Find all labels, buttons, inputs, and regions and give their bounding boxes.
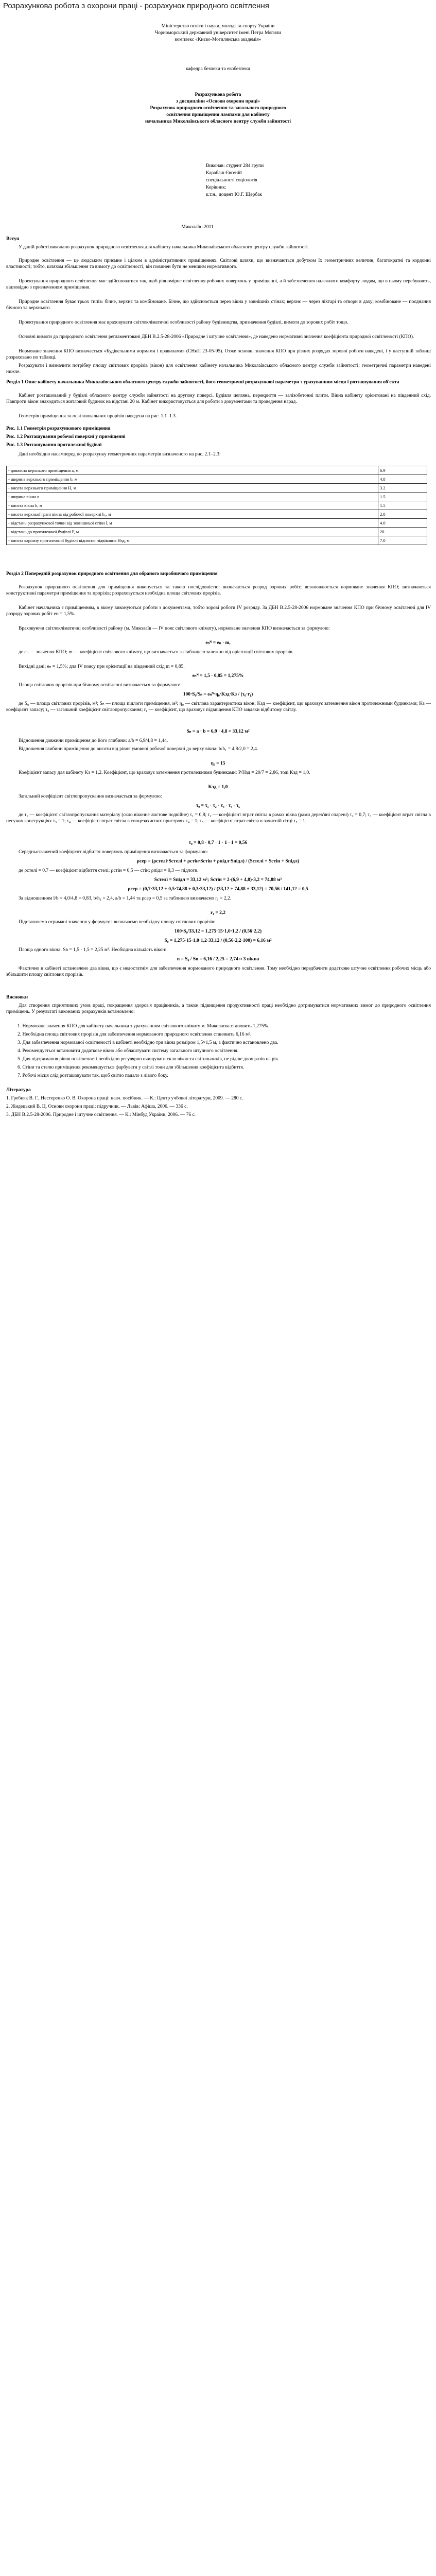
formula-9: ρсер = (ρстелі·Sстелі + ρстін·Sстін + ρпідл·Sпідл) / (Sстелі + Sстін + Sпідл) bbox=[136, 859, 300, 864]
page-title: Розрахункова робота з охорони праці - розрахунок природного освітлення bbox=[3, 2, 269, 10]
intro-heading: Вступ bbox=[6, 236, 20, 242]
part-2-paragraph-5: Вихідні дані: eₙ = 1,5%; для IV поясу при орієнтації на південний схід m = 0,85. bbox=[19, 664, 185, 669]
intro-paragraph-7: Нормоване значення КПО визначається «Будівельними нормами і правилами» (СНиП 23-05-95). Отже основні значення КПО при різних розрядах зорової роботи наведені, і у наступній таблиці розраховано по таблиці. bbox=[6, 349, 431, 360]
part-2-paragraph-6: Площа світлових прорізів при бічному освітленні визначається за формулою: bbox=[19, 683, 180, 688]
table-cell-label: - висота карнизу протилежної будівлі відносно підвіконня Hзд, м bbox=[7, 536, 378, 545]
conclusion-item: 2. Необхідна площа світлових прорізів для забезпечення нормованого природного освітлення становить 6,16 м². bbox=[18, 1032, 252, 1037]
formula-7: τ₀ = τ₁ · τ₂ · τ₃ · τ₄ · τ₅ bbox=[196, 803, 240, 808]
part-2-paragraph-16: Підставляємо отримані значення у формулу і визначаємо необхідну площу світлових прорізів: bbox=[19, 920, 216, 925]
part-2-paragraph-1: Розрахунок природного освітлення для приміщення виконується за такою послідовністю: визначається розряд зорових робіт; встановлюється нормоване значення КПО; визначаються конструктивні параметри приміщення та прорізів; розраховується необхідна площа світлових прорізів. bbox=[6, 585, 431, 596]
formula-1: eₙᴺ = eₙ · m, bbox=[205, 640, 231, 646]
literature-item: 1. Гребняк В. Г., Нестеренко О. В. Охорона праці: навч. посібник. — К.: Центр учбової літератури, 2009. — 280 с. bbox=[6, 1096, 243, 1101]
part-2-paragraph-3: Враховуючи світлокліматичні особливості району (м. Миколаїв — IV пояс світлового клімату), нормоване значення КПО визначається за формулою: bbox=[19, 626, 330, 631]
department-text: кафедра безпеки та екобезпеки bbox=[185, 66, 251, 72]
table-row bbox=[7, 466, 427, 475]
topic-line-3: начальника Миколаївського обласного центру служби зайнятості bbox=[145, 119, 291, 124]
table-cell-value: 7.0 bbox=[378, 536, 427, 545]
part-2-paragraph-12: де τ₁ — коефіцієнт світлопропускання матеріалу (скло віконне листове подвійне) τ₁ = 0,8; τ₂ — коефіцієнт втрат світла в рамах вікна (рами дерев'яні спарені) τ₂ = 0,7; τ₃ — коефіцієнт втрат світла в несучих конструкціях τ₃ = 1; τ₄ — коефіцієнт втрат світла в сонцезахисних пристроях τ₄ = 1; τ₅ — коефіцієнт втрат світла в захисній сітці τ₅ = 1. bbox=[6, 812, 431, 824]
author-line-2: Карабаш Євгеній bbox=[206, 171, 242, 176]
table-intro: Дані необхідно насамперед по розрахунку геометричних параметрів визначеного на рис. 2.1–2.3: bbox=[19, 452, 221, 457]
section-1-paragraph-2: Геометрія приміщення та освітлювальних прорізів наведена на рис. 1.1–1.3. bbox=[19, 414, 177, 419]
literature-item: 3. ДБН В.2.5-28-2006. Природне і штучне освітлення. — К.: Мінбуд України, 2006. — 76 с. bbox=[6, 1112, 196, 1117]
author-line-4: Керівник: bbox=[206, 185, 226, 190]
topic-line-2: освітлення приміщення лампами для кабінету bbox=[166, 112, 270, 117]
table-row bbox=[7, 501, 427, 510]
formula-10: Sстелі = Sпідл = 33,12 м²; Sстін = 2·(6,9 + 4,8)·3,2 = 74,88 м² bbox=[154, 877, 282, 883]
literature-heading: Література bbox=[6, 1088, 31, 1093]
table-row bbox=[7, 484, 427, 493]
table-cell-value: 2.0 bbox=[378, 510, 427, 519]
discipline-text: з дисципліни «Основи охорони праці» bbox=[176, 99, 260, 104]
figure-3-caption: Рис. 1.3 Розташування протилежної будівлі bbox=[6, 443, 102, 448]
table-cell-value: 4.0 bbox=[378, 519, 427, 528]
figure-2-caption: Рис. 1.2 Розташування робочої поверхні у приміщенні bbox=[6, 434, 126, 439]
part-2-paragraph-18: Фактично в кабінеті встановлено два вікна, що є недостатнім для забезпечення нормованого природного освітлення. Тому необхідно передбачити додаткове штучне освітлення робочих місць або збільшити площу світлових прорізів. bbox=[6, 966, 431, 977]
college-text: комплекс «Києво-Могилянська академія» bbox=[175, 37, 261, 42]
conclusions-paragraph: Для створення сприятливих умов праці, покращення здоров'я працівників, а також підвищення продуктивності праці необхідно дотримуватися нормативних вимог до природного освітлення приміщень. У результаті виконаних розрахунків встановлено: bbox=[6, 1003, 431, 1014]
table-cell-label: - висота вікна h, м bbox=[7, 501, 378, 510]
author-line-5: к.т.н., доцент Ю.Г. Щербак bbox=[206, 192, 263, 197]
topic-line-1: Розрахунок природного освітлення та загального природного bbox=[150, 106, 286, 111]
part-2-paragraph-9: Відношення глибини приміщення до висоти від рівня умовної робочої поверхні до верху вікна: b/h₁ = 4,8/2,0 = 2,4. bbox=[19, 747, 258, 752]
part-2-paragraph-8: Відношення довжини приміщення до його глибини: a/b = 6,9/4,8 = 1,44. bbox=[19, 738, 168, 743]
part-2-paragraph-7: де S₀ — площа світлових прорізів, м²; Sₙ — площа підлоги приміщення, м²; η₀ — світлова характеристика вікон; Kзд — коефіцієнт, що враховує затемнення вікон протилежними будинками; Kз — коефіцієнт запасу; τ₀ — загальний коефіцієнт світлопропускання; r₁ — коефіцієнт, що враховує підвищення КПО завдяки відбитому світлу. bbox=[6, 701, 431, 713]
table-row bbox=[7, 510, 427, 519]
table-cell-label: - відстань розрахункової точки від зовнішньої стіни l, м bbox=[7, 519, 378, 528]
intro-paragraph-5: Проектування природного освітлення має враховувати світлокліматичні особливості району будівництва, призначення будівлі, вимоги до зорових робіт тощо. bbox=[19, 320, 348, 325]
table-cell-label: - довжина верхнього приміщення a, м bbox=[7, 466, 378, 475]
intro-paragraph-6: Основні вимоги до природного освітлення регламентовані ДБН В.2.5-28-2006 «Природне і штучне освітлення», де наведено нормативні значення коефіцієнта природної освітленості (КПО). bbox=[19, 334, 414, 340]
part-2-paragraph-2: Кабінет начальника є приміщенням, в якому виконуються роботи з документами, тобто зорові роботи IV розряду. За ДБН В.2.5-28-2006 нормоване значення КПО при бічному освітленні для IV розряду зорових робіт eн = 1,5%. bbox=[6, 605, 431, 617]
formula-5: η₀ = 15 bbox=[211, 761, 225, 766]
figure-1-caption: Рис. 1.1 Геометрія розрахункового приміщення bbox=[6, 426, 111, 431]
conclusion-item: 7. Робочі місця слід розташовувати так, щоб світло падало з лівого боку. bbox=[18, 1073, 168, 1078]
table-cell-label: - ширина вікна в bbox=[7, 493, 378, 501]
conclusion-item: 3. Для забезпечення нормованої освітленості в кабінеті необхідно три вікна розміром 1,5×1,5 м, а фактично встановлено два. bbox=[18, 1040, 278, 1045]
table-row bbox=[7, 475, 427, 484]
literature-item: 2. Жидецький В. Ц. Основи охорони праці: підручник. — Львів: Афіша, 2006. — 336 с. bbox=[6, 1104, 188, 1109]
part-2-paragraph-14: де ρстелі = 0,7 — коефіцієнт відбиття стелі; ρстін = 0,5 — стін; ρпідл = 0,3 — підлоги. bbox=[19, 868, 199, 873]
table-cell-value: 20 bbox=[378, 528, 427, 536]
conclusion-item: 5. Для підтримання рівня освітленості необхідно регулярно очищувати скло вікон та світильників, не рідше двох разів на рік. bbox=[18, 1057, 280, 1062]
formula-3: 100·S₀/Sₙ = eₙᴺ·η₀·Kзд·Kз / (τ₀·r₁) bbox=[183, 692, 253, 697]
part-2-paragraph-13: Середньозважений коефіцієнт відбиття поверхонь приміщення визначається за формулою: bbox=[19, 850, 208, 855]
conclusions-heading: Висновки bbox=[6, 995, 28, 1000]
ministry-text: Міністерство освіти і науки, молоді та спорту України bbox=[161, 24, 275, 29]
table-cell-value: 1.5 bbox=[378, 493, 427, 501]
table-cell-value: 3.2 bbox=[378, 484, 427, 493]
university-text: Чорноморський державний університет імені Петра Могили bbox=[155, 30, 281, 36]
intro-paragraph-4: Природне освітлення буває трьох типів: бічне, верхнє та комбіноване. Бічне, що здійснюється через вікна у зовнішніх стінах; верхнє — через ліхтарі та отвори в даху; комбіноване — поєднання бічного та верхнього. bbox=[6, 299, 431, 311]
section-1-paragraph: Кабінет розташований у будівлі обласного центру служби зайнятості на другому поверсі. Будівля цегляна, перекриття — залізобетонні плити. Вікна кабінету орієнтовані на південний схід. Навпроти вікон знаходиться житловий будинок на відстані 20 м. Кабінет використовується для роботи з документами та проведення нарад. bbox=[6, 393, 431, 404]
formula-15: n = S₀ / Sв = 6,16 / 2,25 = 2,74 ≈ 3 вікна bbox=[177, 957, 259, 962]
city-year: Миколаїв -2011 bbox=[181, 225, 214, 230]
table-cell-label: - відстань до протилежної будівлі P, м bbox=[7, 528, 378, 536]
formula-2: eₙᴺ = 1,5 · 0,85 = 1,275% bbox=[192, 673, 244, 679]
table-row bbox=[7, 536, 427, 545]
part-2-paragraph-10: Коефіцієнт запасу для кабінету Kз = 1,2. Коефіцієнт, що враховує затемнення протилежними будинками: P/Hзд = 20/7 = 2,86, тоді Kзд = 1,0. bbox=[19, 770, 310, 775]
formula-12: r₁ = 2,2 bbox=[210, 910, 226, 916]
table-cell-value: 1.5 bbox=[378, 501, 427, 510]
conclusion-item: 1. Нормоване значення КПО для кабінету начальника з урахуванням світлового клімату м. Миколаєва становить 1,275%. bbox=[18, 1024, 269, 1029]
table-cell-value: 6.9 bbox=[378, 466, 427, 475]
table-cell-value: 4.8 bbox=[378, 475, 427, 484]
table-cell-label: - висота верхньої грані вікна від робочої поверхні h₁, м bbox=[7, 510, 378, 519]
part-2-paragraph-4: де eₙ — значення КПО; m — коефіцієнт світлового клімату, що визначається за таблицею залежно від орієнтації світлових прорізів. bbox=[19, 650, 294, 655]
formula-6: Kзд = 1,0 bbox=[208, 785, 228, 790]
part-2-heading: Розділ 2 Попередній розрахунок природного освітлення для обраного виробничого приміщення bbox=[6, 571, 218, 577]
author-line-1: Виконав: студент 284 групи bbox=[206, 163, 264, 168]
table-row bbox=[7, 519, 427, 528]
formula-11: ρсер = (0,7·33,12 + 0,5·74,88 + 0,3·33,12) / (33,12 + 74,88 + 33,12) = 70,56 / 141,12 = 0,5 bbox=[128, 887, 308, 892]
table-row bbox=[7, 528, 427, 536]
conclusion-item: 6. Стіни та стелю приміщення рекомендується фарбувати у світлі тони для збільшення коефіцієнта відбиття. bbox=[18, 1065, 245, 1070]
part-2-paragraph-17: Площа одного вікна: Sв = 1,5 · 1,5 = 2,25 м². Необхідна кількість вікон: bbox=[19, 947, 167, 953]
task-paragraph: Розрахувати і визначити потрібну площу світлових прорізів (вікон) для освітлення кабінету начальника Миколаївського обласного центру служби зайнятості; геометричні параметри наведені нижче. bbox=[6, 363, 431, 375]
intro-paragraph-1: У даній роботі виконано розрахунок природного освітлення для кабінету начальника Миколаївського обласного центру служби зайнятості. bbox=[19, 245, 309, 250]
intro-paragraph-3: Проектування природного освітлення має здійснюватися так, щоб рівномірне освітлення робочих поверхонь у приміщенні, а й забезпечення належного комфорту людям, що в ньому перебувають, відповідно з призначенням приміщення. bbox=[6, 279, 431, 290]
conclusion-item: 4. Рекомендується встановити додаткове вікно або облаштувати систему загального штучного освітлення. bbox=[18, 1048, 239, 1054]
table-row bbox=[7, 493, 427, 501]
author-line-3: спеціальності соціологія bbox=[206, 178, 257, 183]
section-1-heading: Розділ 1 Опис кабінету начальника Миколаївського обласного центру служби зайнятості, його геометричні розрахункові параметри з урахуванням місця і розташування об'єкта bbox=[6, 380, 399, 385]
intro-paragraph-2: Природне освітлення — це людським приємне і цілком в адміністративних приміщеннях. Світлові шляхи, що визначаються добутком їх геометричних величин, багатократні та кордонні властивості; тобто, шляхом збільшення та вимогу до освітленості, вiн повинен бути не меншим нормативного. bbox=[6, 258, 431, 269]
part-2-paragraph-11: Загальний коефіцієнт світлопропускання визначається за формулою: bbox=[19, 794, 162, 799]
table-cell-label: - висота верхнього приміщення H, м bbox=[7, 484, 378, 493]
work-title: Розрахункова робота bbox=[195, 92, 241, 97]
part-2-paragraph-15: За відношенням l/b = 4,0/4,8 = 0,83, b/h₁ = 2,4, a/b = 1,44 та ρсер = 0,5 за таблицею визначаємо r₁ = 2,2. bbox=[19, 896, 232, 901]
formula-13: 100·S₀/33,12 = 1,275·15·1,0·1,2 / (0,56·2,2) bbox=[174, 929, 262, 934]
table-cell-label: - ширина верхнього приміщення b, м bbox=[7, 475, 378, 484]
formula-8: τ₀ = 0,8 · 0,7 · 1 · 1 · 1 = 0,56 bbox=[188, 840, 248, 845]
formula-14: S₀ = 1,275·15·1,0·1,2·33,12 / (0,56·2,2·100) = 6,16 м² bbox=[164, 938, 272, 943]
parameters-table bbox=[6, 466, 427, 545]
formula-4: Sₙ = a · b = 6,9 · 4,8 = 33,12 м² bbox=[186, 729, 250, 734]
